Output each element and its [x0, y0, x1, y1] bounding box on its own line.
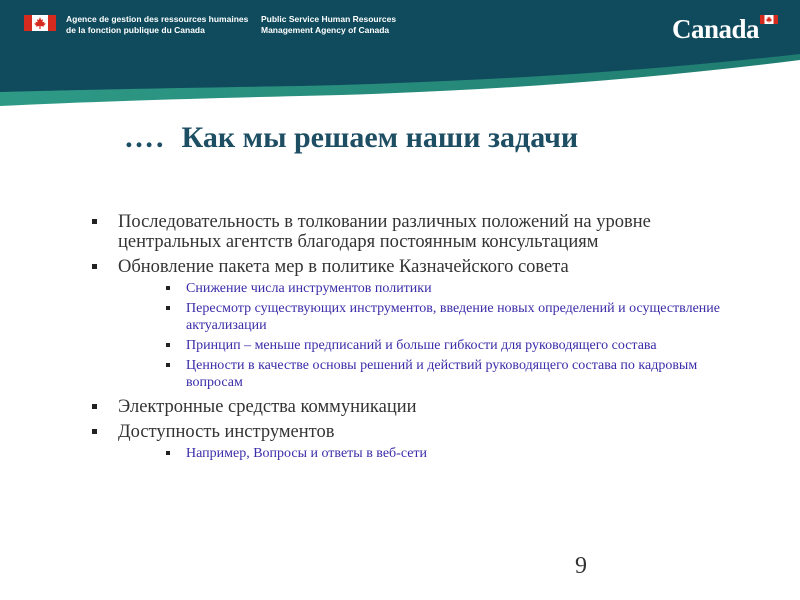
sub-bullet-list: [90, 445, 750, 462]
bullet-item: [90, 212, 750, 252]
bullet-item: [90, 397, 750, 417]
bullet-item: [90, 422, 750, 442]
page-number: 9: [575, 553, 587, 579]
slide-content: [90, 212, 750, 468]
wordmark-flag-icon: [760, 15, 778, 24]
sub-bullet-item: [164, 280, 746, 297]
sub-bullet-item: [164, 357, 746, 391]
bullet-text: Обновление пакета мер в политике Казначейского совета: [118, 257, 569, 277]
agency-name-french-line2: de la fonction publique du Canada: [66, 25, 205, 35]
bullet-item: [90, 257, 750, 277]
title-text: Как мы решаем наши задачи: [181, 121, 579, 154]
sub-bullet-text: Снижение числа инструментов политики: [186, 281, 432, 296]
sub-bullet-text: Например, Вопросы и ответы в веб-сети: [186, 446, 428, 461]
bullet-text: Электронные средства коммуникации: [118, 397, 417, 417]
agency-name-french-line1: Agence de gestion des ressources humaines: [66, 14, 249, 24]
sub-bullet-item: [164, 445, 746, 462]
agency-name-english-line2: Management Agency of Canada: [261, 25, 390, 35]
agency-name-english: [261, 14, 396, 36]
canada-wordmark-text: Canada: [672, 14, 760, 44]
sub-bullet-list: [90, 280, 750, 391]
sub-bullet-item: [164, 300, 746, 334]
header-banner: [0, 0, 800, 110]
canada-wordmark: [672, 14, 782, 44]
agency-name-french: [66, 14, 248, 36]
bullet-text: Последовательность в толковании различных положений на уровне центральных агентств благодаря постоянным консультациям: [118, 212, 651, 252]
canada-flag-icon: [24, 15, 56, 31]
sub-bullet-text: Ценности в качестве основы решений и действий руководящего состава по кадровым вопросам: [186, 358, 698, 390]
agency-name-english-line1: Public Service Human Resources: [261, 14, 397, 24]
title-ellipsis: ….: [124, 121, 166, 154]
slide-title: [124, 118, 724, 158]
sub-bullet-text: Принцип – меньше предписаний и больше гибкости для руководящего состава: [186, 338, 657, 353]
bullet-text: Доступность инструментов: [118, 422, 335, 442]
sub-bullet-text: Пересмотр существующих инструментов, введение новых определений и осуществление актуализации: [186, 301, 720, 333]
sub-bullet-item: [164, 337, 746, 354]
